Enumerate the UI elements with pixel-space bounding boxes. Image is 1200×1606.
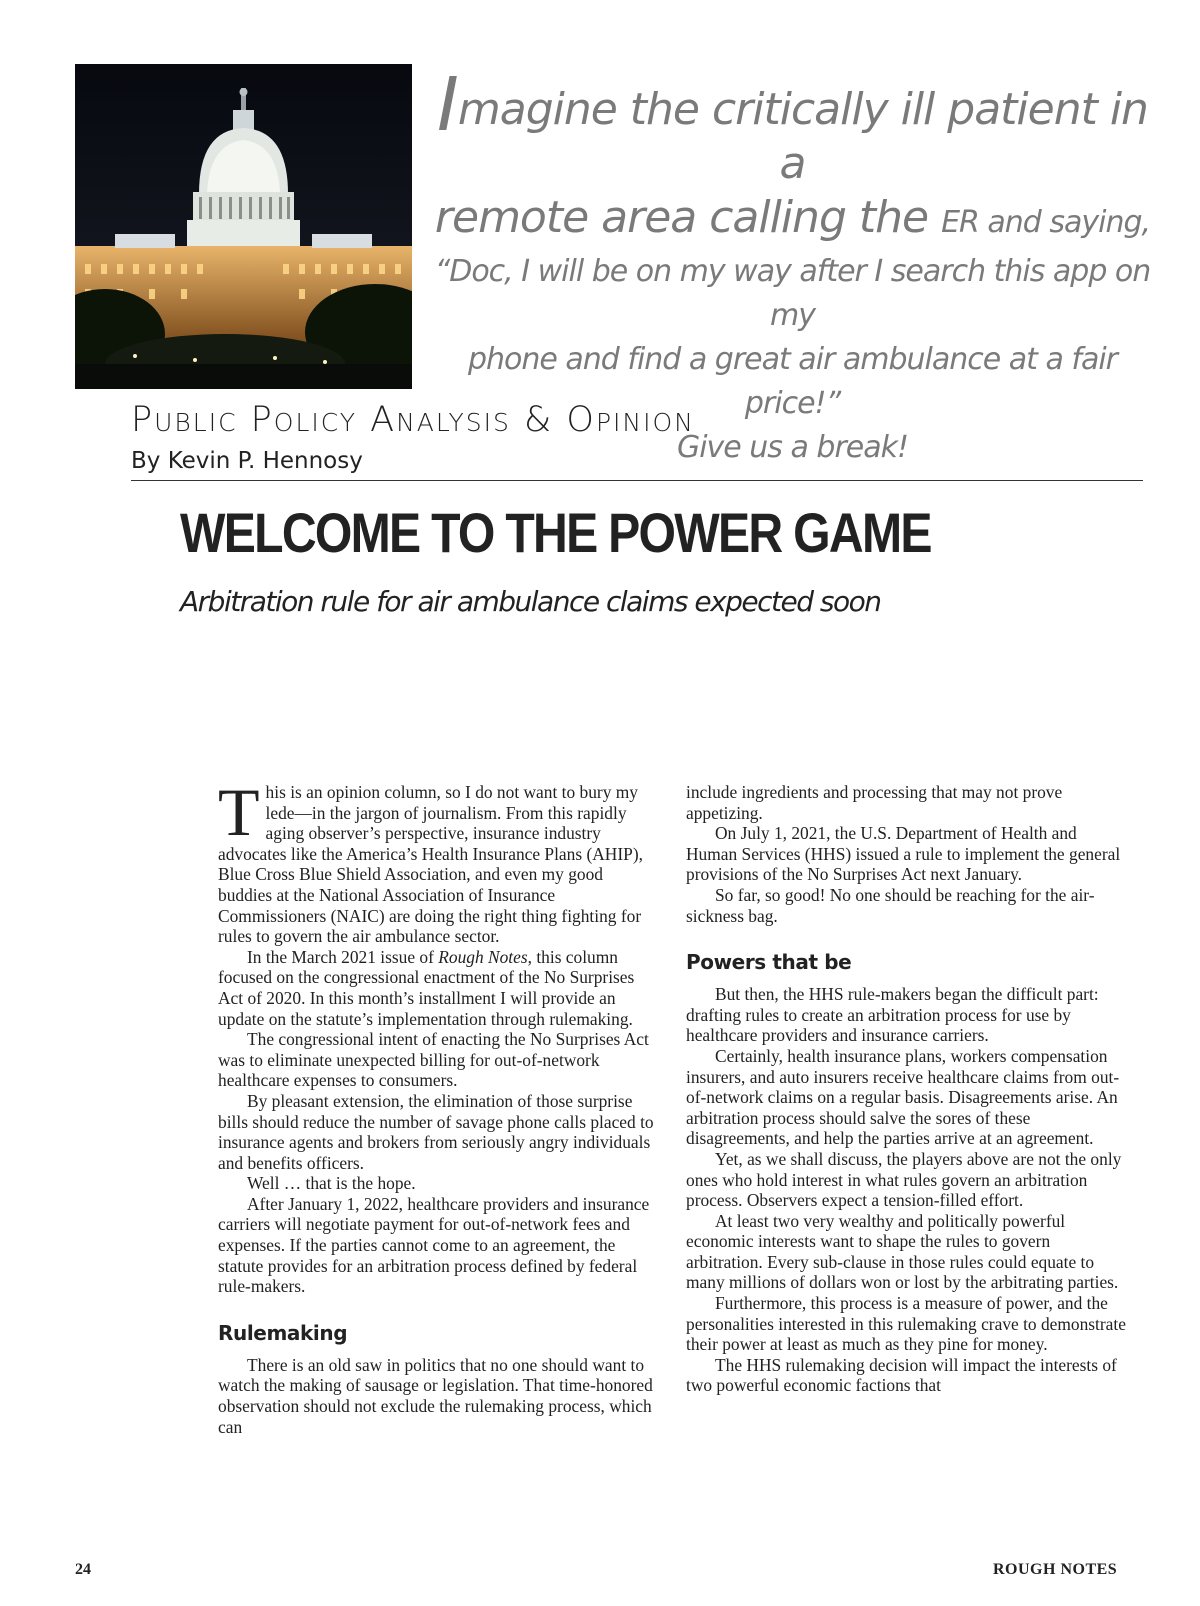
paragraph: The HHS rulemaking decision will impact the interests of two powerful economic factions that bbox=[686, 1354, 1117, 1396]
capitol-building-photo bbox=[75, 64, 412, 389]
pull-quote-line-1: Imagine the critically ill patient in a bbox=[437, 62, 1148, 189]
pull-quote-line-3: “Doc, I will be on my way after I search this app on my bbox=[434, 254, 1151, 333]
subhead-powers-that-be: Powers that be bbox=[686, 950, 852, 975]
paragraph: On July 1, 2021, the U.S. Department of Health and Human Services (HHS) issued a rule to implement the general provisions of the No Surprises Act next January. bbox=[686, 823, 1121, 885]
paragraph: At least two very wealthy and politically powerful economic interests want to shape the rules to govern arbitration. Every sub-clause in those rules could equate to many millions of dollars won or lost by the arbitrating parties. bbox=[686, 1210, 1119, 1293]
paragraph: Well … that is the hope. bbox=[247, 1173, 416, 1194]
paragraph: Yet, as we shall discuss, the players above are not the only ones who hold interest in what rules govern an arbitration process. Observers expect a tension-filled effort. bbox=[686, 1148, 1122, 1211]
paragraph: By pleasant extension, the elimination of those surprise bills should reduce the number of savage phone calls placed to insurance agents and brokers from seriously angry individuals and benefits officers. bbox=[218, 1090, 654, 1173]
body-column-left bbox=[218, 774, 661, 1437]
body-column-right bbox=[686, 782, 1129, 1396]
capitol-illustration bbox=[75, 64, 412, 389]
header-divider bbox=[131, 480, 1143, 481]
article-deck: Arbitration rule for air ambulance claims expected soon bbox=[180, 585, 881, 618]
paragraph: So far, so good! No one should be reaching for the air-sickness bag. bbox=[686, 884, 1095, 926]
pull-quote-line-4: phone and find a great air ambulance at a fair price!” bbox=[467, 342, 1117, 421]
page-number: 24 bbox=[75, 1561, 91, 1578]
paragraph: include ingredients and processing that may not prove appetizing. bbox=[686, 782, 1063, 823]
publication-footer: ROUGH NOTES bbox=[993, 1561, 1118, 1578]
subhead-rulemaking: Rulemaking bbox=[218, 1320, 348, 1345]
publication-name: Rough Notes bbox=[438, 946, 528, 967]
paragraph: After January 1, 2022, healthcare providers and insurance carriers will negotiate payment for out-of-network fees and expenses. If the parties cannot come to an agreement, the statute provides for an arbitration process defined by federal rule-makers. bbox=[218, 1193, 650, 1297]
pull-quote-line-5: Give us a break! bbox=[676, 430, 909, 465]
pull-quote-line-2: remote area calling the ER and saying, bbox=[434, 192, 1151, 243]
section-title: Public Policy Analysis & Opinion bbox=[131, 400, 695, 440]
byline: By Kevin P. Hennosy bbox=[131, 448, 363, 474]
paragraph: Furthermore, this process is a measure of power, and the personalities interested in this rulemaking crave to demonstrate their power at least as much as they pine for money. bbox=[686, 1293, 1126, 1355]
paragraph: Certainly, health insurance plans, workers compensation insurers, and auto insurers receive healthcare claims from out-of-network claims on a regular basis. Disagreements arise. An arbitration process should salve the sores of these disagreements, and help the parties arrive at an agreement. bbox=[686, 1045, 1120, 1149]
paragraph: In the March 2021 issue of Rough Notes, this column focused on the congressional enactment of the No Surprises Act of 2020. In this month’s installment I will provide an update on the statute’s implementation through rulemaking. bbox=[218, 946, 635, 1029]
paragraph: There is an old saw in politics that no one should want to watch the making of sausage or legislation. That time-honored observation should not exclude the rulemaking process, which can bbox=[218, 1354, 653, 1437]
paragraph: The congressional intent of enacting the No Surprises Act was to eliminate unexpected billing for out-of-network healthcare expenses to consumers. bbox=[218, 1029, 649, 1091]
paragraph: This is an opinion column, so I do not want to bury my lede—in the jargon of journalism. From this rapidly aging observer’s perspective, insurance industry advocates like the America’s Health Insurance Plans (AHIP), Blue Cross Blue Shield Association, and even my good buddies at the National Association of Insurance Commissioners (NAIC) are doing the right thing fighting for rules to govern the air ambulance sector. bbox=[218, 774, 643, 947]
article-headline: WELCOME TO THE POWER GAME bbox=[180, 501, 931, 564]
drop-cap: T bbox=[218, 774, 260, 850]
paragraph: But then, the HHS rule-makers began the difficult part: drafting rules to create an arbitration process for use by healthcare providers and insurance carriers. bbox=[686, 984, 1099, 1046]
